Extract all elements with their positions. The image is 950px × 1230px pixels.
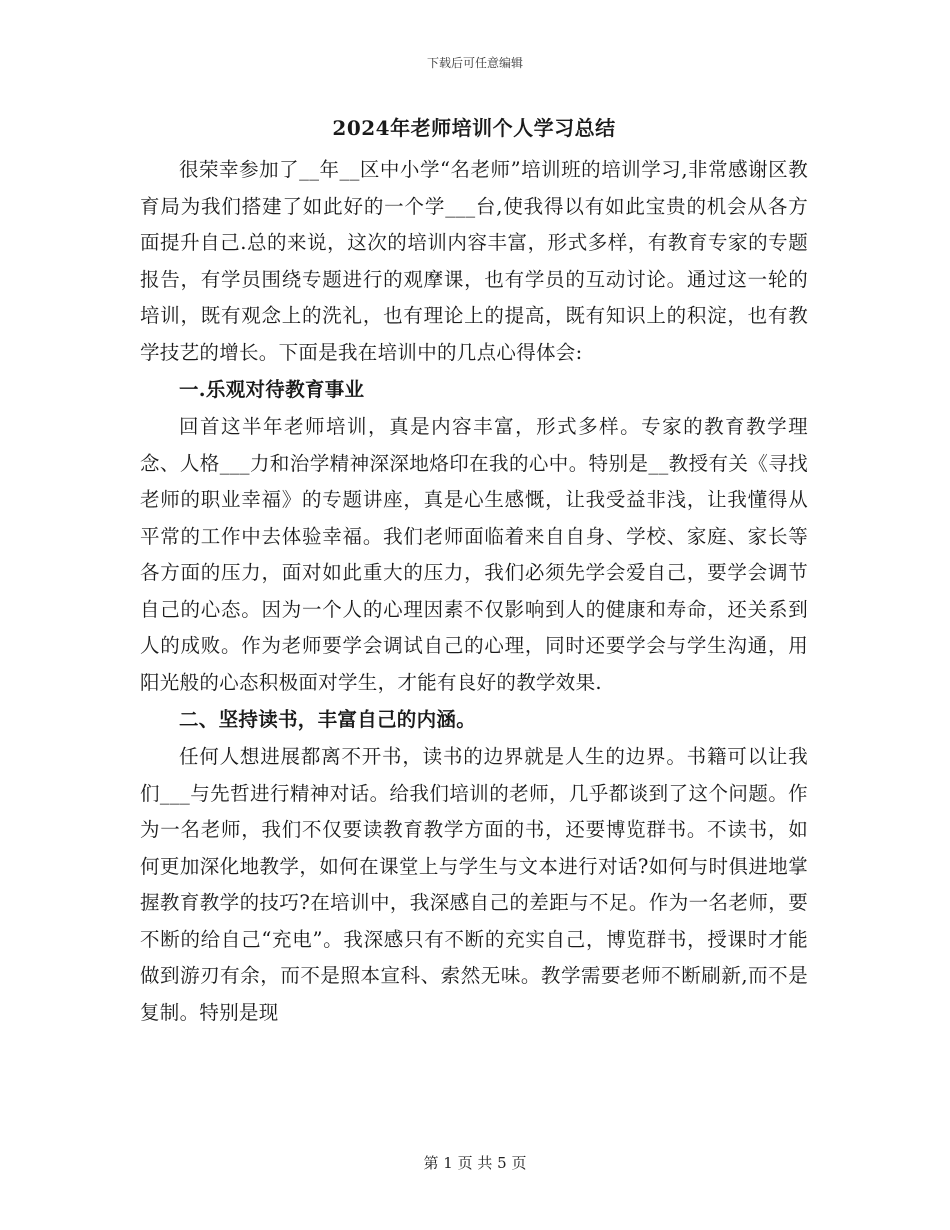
- header-note: 下载后可任意编辑: [426, 56, 523, 70]
- paragraph-section-2: 任何人想进展都离不开书，读书的边界就是人生的边界。书籍可以让我们___与先哲进行精神对话。给我们培训的老师，几乎都谈到了这个问题。作为一名老师，我们不仅要读教育教学方面的书，还要博览群书。不读书，如何更加深化地教学，如何在课堂上与学生与文本进行对话?如何与时俱进地掌握教育教学的技巧?在培训中，我深感自己的差距与不足。作为一名老师，要不断的给自己“充电”。我深感只有不断的充实自己，博览群书，授课时才能做到游刃有余，而不是照本宣科、索然无味。教学需要老师不断刷新,而不是复制。特别是现: [140, 745, 808, 1024]
- section-heading-1: 一.乐观对待教育事业: [179, 378, 365, 401]
- document-title: 2024年老师培训个人学习总结: [332, 116, 616, 140]
- paragraph-section-1: 回首这半年老师培训，真是内容丰富，形式多样。专家的教育教学理念、人格___力和治学精神深深地烙印在我的心中。特别是__教授有关《寻找老师的职业幸福》的专题讲座，真是心生感慨，让我受益非浅，让我懂得从平常的工作中去体验幸福。我们老师面临着来自自身、学校、家庭、家长等各方面的压力，面对如此重大的压力，我们必须先学会爱自己，要学会调节自己的心态。因为一个人的心理因素不仅影响到人的健康和寿命，还关系到人的成败。作为老师要学会调试自己的心理，同时还要学会与学生沟通，用阳光般的心态积极面对学生，才能有良好的教学效果.: [140, 415, 808, 694]
- document-body: [140, 112, 808, 1031]
- page-number: 第 1 页 共 5 页: [423, 1154, 527, 1172]
- section-heading-2: 二、坚持读书，丰富自己的内涵。: [179, 708, 477, 731]
- paragraph-intro: 很荣幸参加了__年__区中小学“名老师”培训班的培训学习,非常感谢区教育局为我们搭建了如此好的一个学___台,使我得以有如此宝贵的机会从各方面提升自己.总的来说，这次的培训内容丰富，形式多样，有教育专家的专题报告，有学员围绕专题进行的观摩课，也有学员的互动讨论。通过这一轮的培训，既有观念上的洗礼，也有理论上的提高，既有知识上的积淀，也有教学技艺的增长。下面是我在培训中的几点心得体会:: [140, 158, 808, 364]
